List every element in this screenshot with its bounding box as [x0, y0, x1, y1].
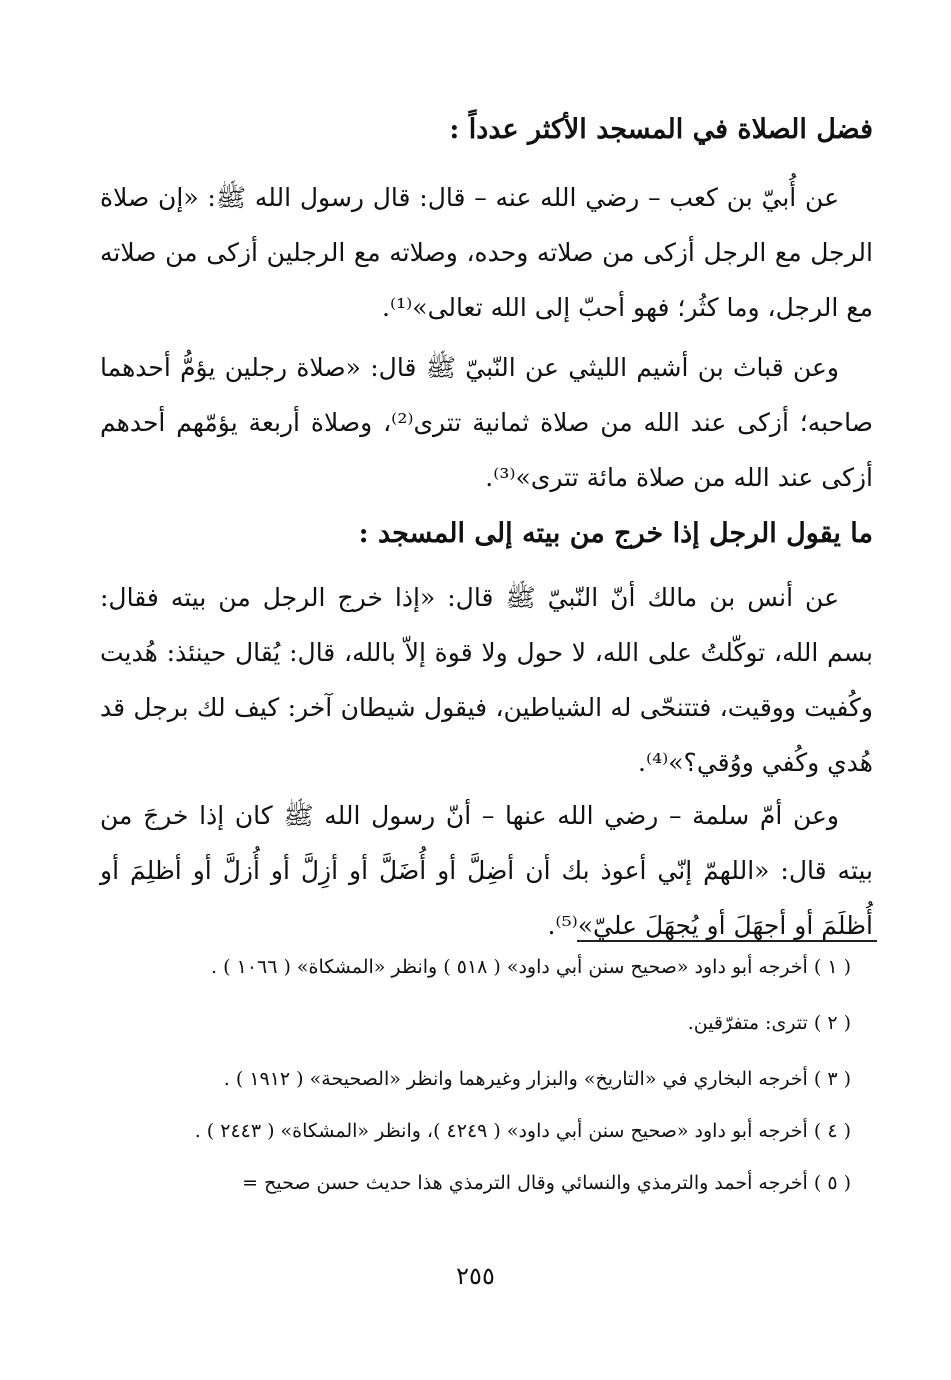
paragraph-ubayy-hadith: عن أُبيّ بن كعب – رضي الله عنه – قال: قال رسول الله ﷺ: «إن صلاة الرجل مع الرجل أزكى من صلاته وحده، وصلاته مع الرجلين أزكى من صلاته مع الرجل، وما كثُر؛ فهو أحبّ إلى الله تعالى»⁽¹⁾. — [100, 183, 873, 322]
footnote-3: ( ٣ ) أخرجه البخاري في «التاريخ» والبزار وغيرهما وانظر «الصحيحة» ( ١٩١٢ ) . — [223, 1068, 851, 1090]
paragraph-qubath-hadith: وعن قباث بن أشيم الليثي عن النّبيّ ﷺ قال: «صلاة رجلين يؤمُّ أحدهما صاحبه؛ أزكى عند الله من صلاة ثمانية تترى⁽²⁾، وصلاة أربعة يؤمّهم أحدهم أزكى عند الله من صلاة مائة تترى»⁽³⁾. — [100, 353, 873, 492]
page-number: ٢٥٥ — [456, 1262, 495, 1290]
footnote-1: ( ١ ) أخرجه أبو داود «صحيح سنن أبي داود» ( ٥١٨ ) وانظر «المشكاة» ( ١٠٦٦ ) . — [211, 956, 851, 978]
footnote-4: ( ٤ ) أخرجه أبو داود «صحيح سنن أبي داود» ( ٤٢٤٩ )، وانظر «المشكاة» ( ٢٤٤٣ ) . — [194, 1120, 851, 1142]
section-heading-leaving-house: ما يقول الرجل إذا خرج من بيته إلى المسجد : — [358, 518, 873, 549]
paragraph-umm-salama-hadith: وعن أمّ سلمة – رضي الله عنها – أنّ رسول الله ﷺ كان إذا خرجَ من بيته قال: «اللهمّ إنّي أعوذ بك أن أضِلَّ أو أُضَلَّ أو أزِلَّ أو أُزلَّ أو أظلِمَ أو أُظلَمَ أو أجهَلَ أو يُجهَلَ عليّ»⁽⁵⁾. — [100, 801, 873, 940]
section-heading-mosque-virtue: فضل الصلاة في المسجد الأكثر عدداً : — [449, 114, 873, 145]
footnote-5: ( ٥ ) أخرجه أحمد والترمذي والنسائي وقال الترمذي هذا حديث حسن صحيح = — [242, 1172, 851, 1194]
footnote-2: ( ٢ ) تترى: متفرّقين. — [687, 1012, 851, 1034]
footnote-divider — [577, 940, 877, 942]
paragraph-anas-hadith: عن أنس بن مالك أنّ النّبيّ ﷺ قال: «إذا خرج الرجل من بيته فقال: بسم الله، توكّلتُ على الله، لا حول ولا قوة إلاّ بالله، قال: يُقال حينئذ: هُديت وكُفيت ووقيت، فتتنحّى له الشياطين، فيقول شيطان آخر: كيف لك برجل قد هُدي وكُفي ووُقي؟»⁽⁴⁾. — [100, 583, 873, 777]
